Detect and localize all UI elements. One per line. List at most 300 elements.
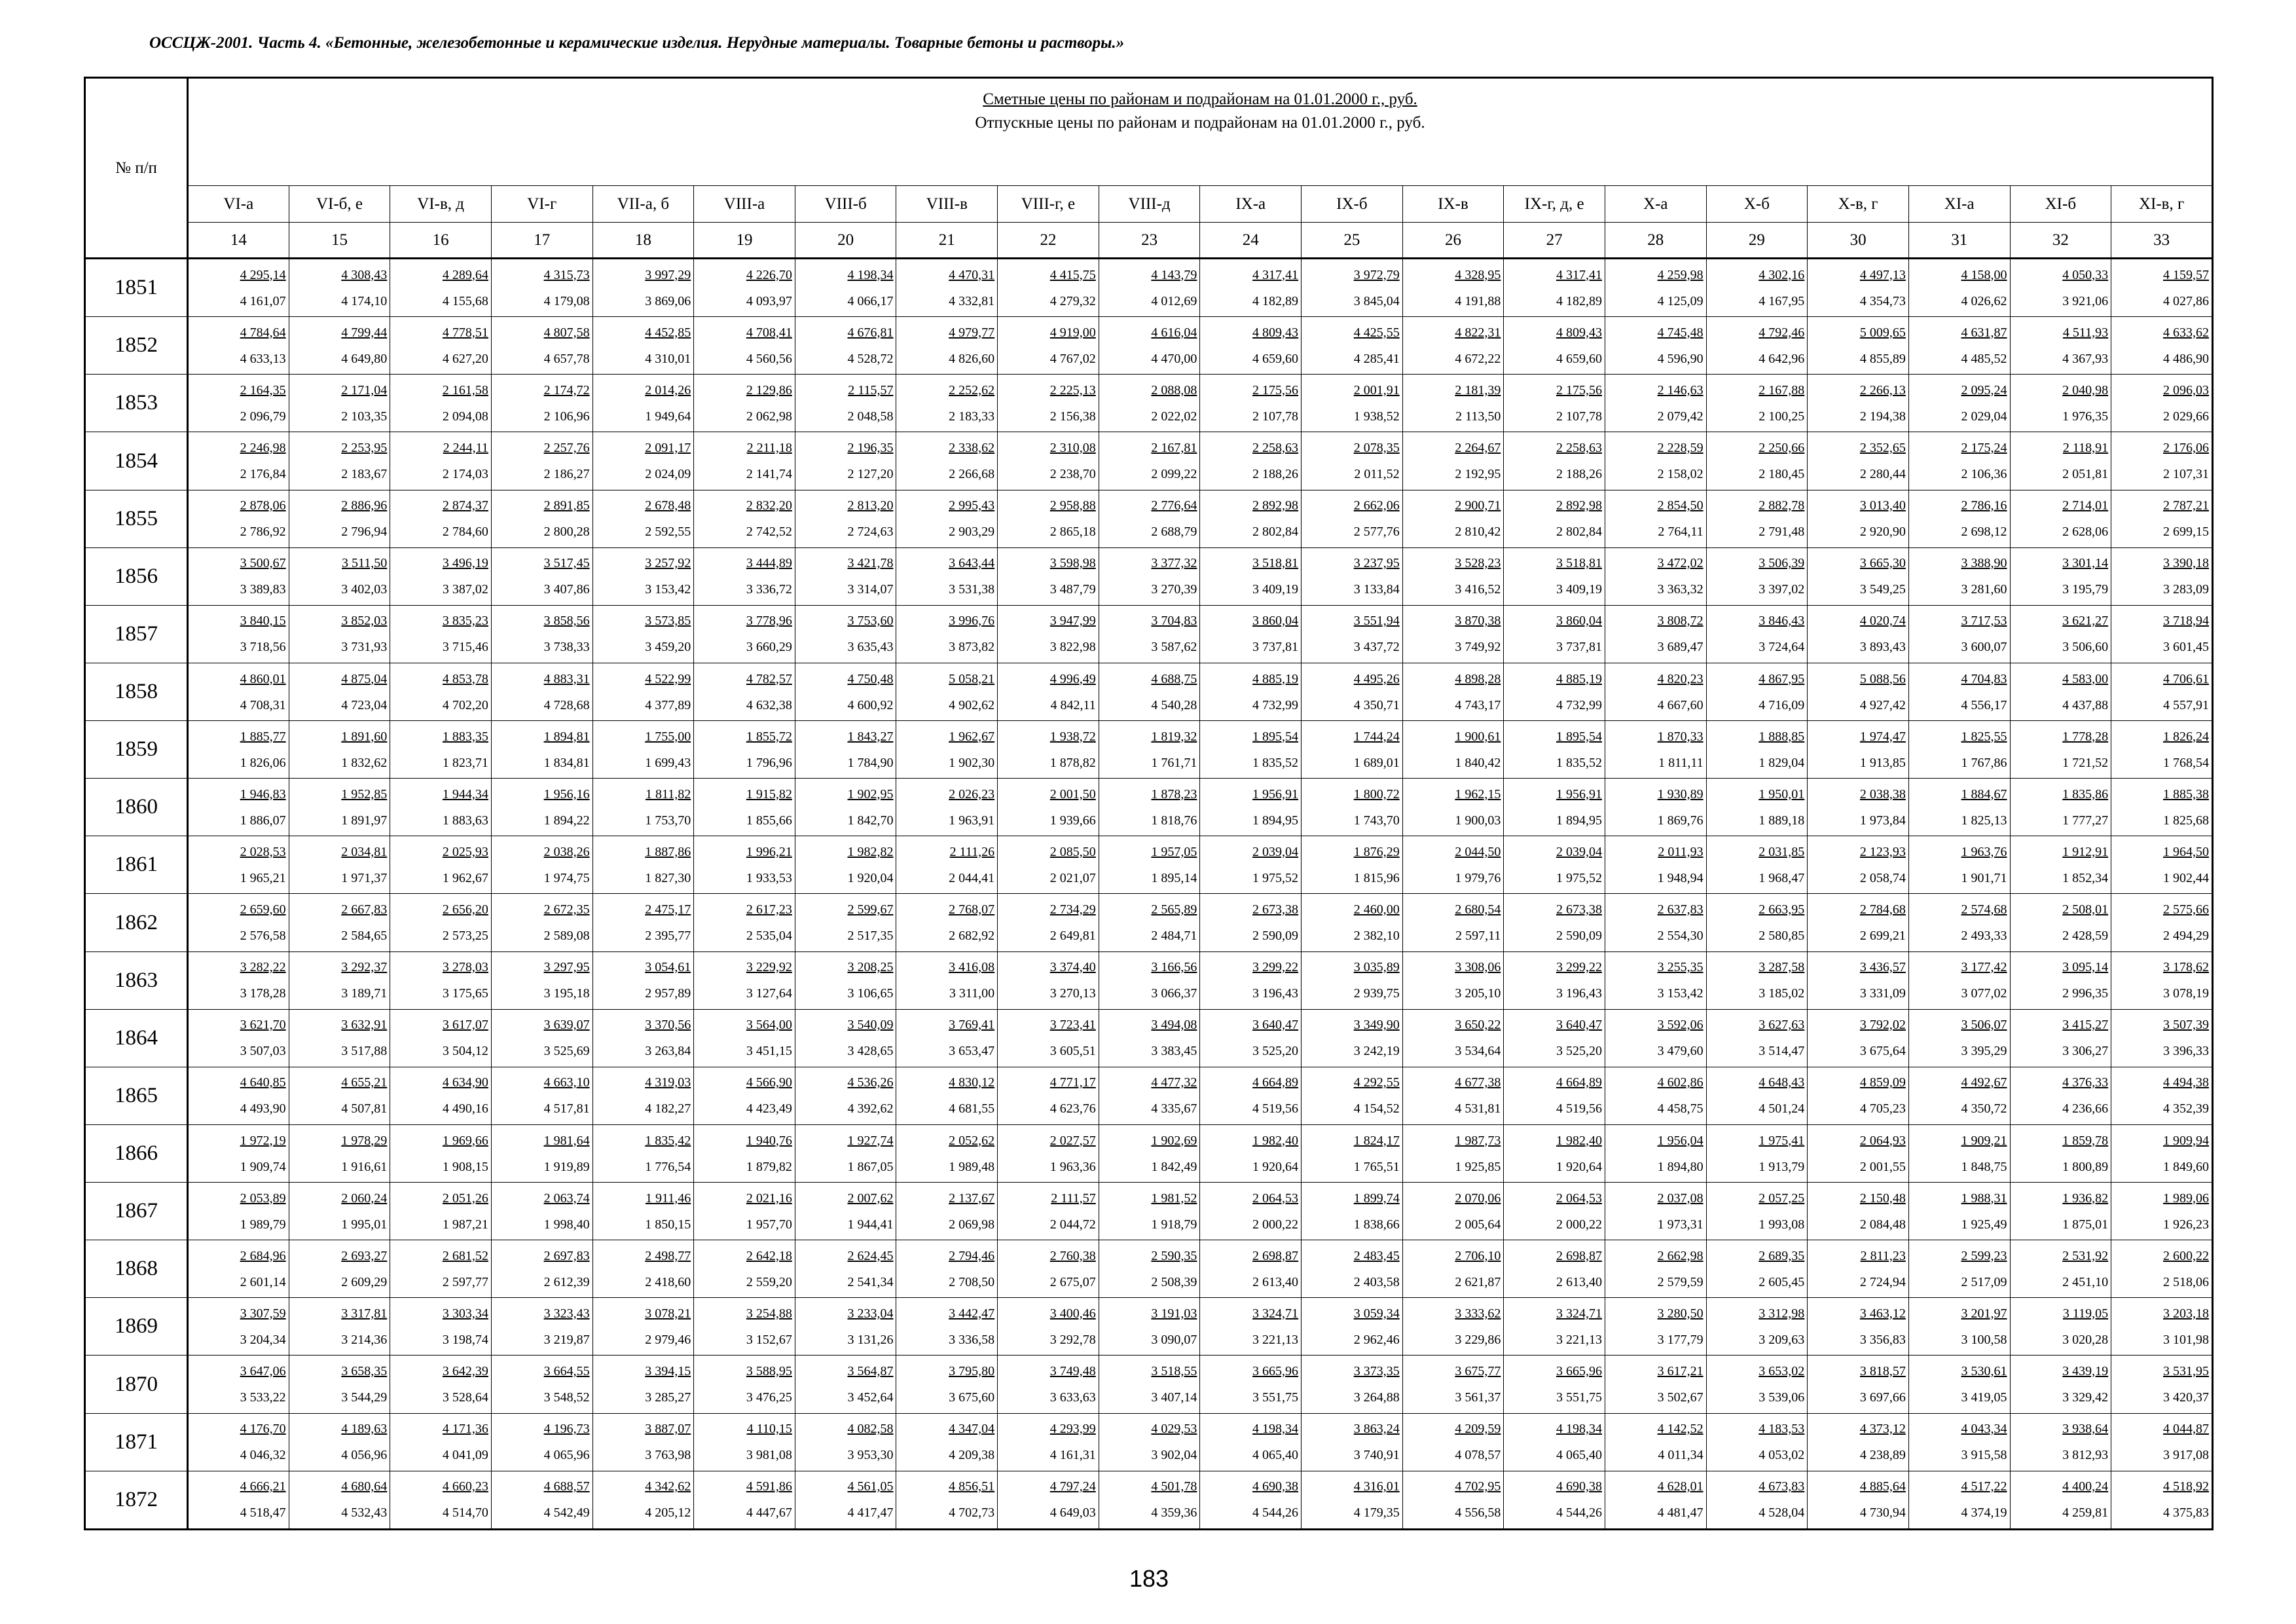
price-cell bbox=[2010, 317, 2111, 375]
estimate-price: 2 531,92 bbox=[2062, 1248, 2109, 1263]
price-cell bbox=[188, 605, 289, 663]
row-code: 1854 bbox=[85, 432, 188, 490]
release-price: 3 395,29 bbox=[1961, 1044, 2007, 1059]
estimate-price: 3 511,50 bbox=[342, 556, 388, 571]
estimate-price: 4 342,62 bbox=[645, 1479, 691, 1494]
zone-header: IX-б bbox=[1302, 186, 1403, 223]
price-cell bbox=[1302, 951, 1403, 1009]
estimate-price: 1 956,04 bbox=[1657, 1133, 1704, 1148]
estimate-price: 3 370,56 bbox=[645, 1018, 691, 1033]
release-price: 4 437,88 bbox=[2062, 697, 2109, 712]
release-price: 3 229,86 bbox=[1455, 1332, 1501, 1347]
price-cell bbox=[1504, 259, 1605, 317]
release-price: 2 784,60 bbox=[442, 525, 488, 540]
estimate-price: 3 860,04 bbox=[1252, 614, 1299, 629]
release-price: 3 487,79 bbox=[1049, 582, 1096, 597]
release-price: 1 900,03 bbox=[1455, 813, 1501, 828]
price-cell bbox=[1402, 375, 1504, 432]
release-price: 2 517,09 bbox=[1961, 1274, 2007, 1289]
release-price: 2 418,60 bbox=[645, 1274, 691, 1289]
price-cell bbox=[1706, 1009, 1808, 1067]
price-cell bbox=[1605, 1298, 1706, 1356]
price-cell bbox=[1302, 317, 1403, 375]
release-price: 3 387,02 bbox=[442, 582, 488, 597]
estimate-price: 4 655,21 bbox=[341, 1075, 388, 1090]
release-price: 3 476,25 bbox=[746, 1390, 792, 1405]
estimate-price: 4 082,58 bbox=[847, 1422, 894, 1437]
price-cell bbox=[795, 317, 896, 375]
release-price: 2 183,33 bbox=[949, 409, 995, 424]
estimate-price: 4 302,16 bbox=[1758, 267, 1805, 282]
release-price: 3 306,27 bbox=[2062, 1044, 2109, 1059]
page-number: 183 bbox=[1129, 1565, 1169, 1592]
table-row bbox=[85, 1183, 2213, 1240]
price-cell bbox=[1908, 779, 2010, 836]
price-cell bbox=[1908, 1240, 2010, 1298]
release-price: 2 048,58 bbox=[847, 409, 894, 424]
release-price: 4 528,72 bbox=[847, 351, 894, 366]
price-cell bbox=[2010, 547, 2111, 605]
estimate-price: 3 299,22 bbox=[1252, 960, 1299, 975]
release-price: 4 519,56 bbox=[1556, 1101, 1602, 1116]
estimate-price: 2 175,56 bbox=[1252, 382, 1299, 397]
release-price: 2 580,85 bbox=[1758, 929, 1805, 944]
estimate-price: 2 680,54 bbox=[1455, 902, 1501, 917]
price-cell bbox=[1504, 1009, 1605, 1067]
estimate-price: 1 878,23 bbox=[1151, 786, 1197, 802]
release-price: 2 939,75 bbox=[1353, 986, 1400, 1001]
price-cell bbox=[694, 1240, 795, 1298]
column-index: 27 bbox=[1504, 223, 1605, 259]
row-code: 1859 bbox=[85, 721, 188, 779]
price-cell bbox=[1200, 894, 1302, 951]
release-price: 2 058,74 bbox=[1859, 870, 1906, 885]
estimate-price: 3 303,34 bbox=[442, 1306, 488, 1321]
price-cell bbox=[592, 605, 694, 663]
estimate-price: 2 734,29 bbox=[1049, 902, 1096, 917]
price-cell bbox=[1808, 721, 1909, 779]
estimate-price: 2 637,83 bbox=[1657, 902, 1704, 917]
price-cell bbox=[1200, 663, 1302, 720]
zone-header: VIII-в bbox=[896, 186, 998, 223]
column-index: 20 bbox=[795, 223, 896, 259]
zone-header: XI-в, г bbox=[2111, 186, 2213, 223]
price-cell bbox=[1302, 1240, 1403, 1298]
release-price: 1 975,52 bbox=[1556, 870, 1602, 885]
estimate-price: 4 583,00 bbox=[2062, 671, 2109, 686]
estimate-price: 2 164,35 bbox=[240, 382, 286, 397]
row-code: 1851 bbox=[85, 259, 188, 317]
release-price: 4 528,04 bbox=[1758, 1505, 1805, 1521]
estimate-price: 3 518,81 bbox=[1252, 556, 1299, 571]
zone-header: IX-в bbox=[1402, 186, 1504, 223]
price-cell bbox=[1504, 1413, 1605, 1471]
release-price: 3 285,27 bbox=[645, 1390, 691, 1405]
estimate-price: 3 506,07 bbox=[1961, 1018, 2007, 1033]
estimate-price: 4 792,46 bbox=[1758, 325, 1805, 340]
price-cell bbox=[1808, 375, 1909, 432]
release-price: 4 335,67 bbox=[1151, 1101, 1197, 1116]
estimate-price-caption: Сметные цены по районам и подрайонам на 01.01.2000 г., руб. bbox=[983, 90, 1417, 108]
estimate-price: 1 885,38 bbox=[2163, 786, 2209, 802]
estimate-price: 2 096,03 bbox=[2163, 382, 2209, 397]
price-cell bbox=[1706, 375, 1808, 432]
price-cell bbox=[1706, 605, 1808, 663]
estimate-price: 4 189,63 bbox=[341, 1422, 388, 1437]
price-cell bbox=[1302, 547, 1403, 605]
price-cell bbox=[390, 1413, 492, 1471]
release-price: 2 802,84 bbox=[1252, 525, 1299, 540]
estimate-price: 1 891,60 bbox=[341, 729, 388, 744]
price-cell bbox=[896, 1067, 998, 1124]
column-index-row bbox=[85, 223, 2213, 259]
release-price: 2 786,92 bbox=[240, 525, 286, 540]
release-price: 1 995,01 bbox=[341, 1217, 388, 1232]
estimate-price: 3 627,63 bbox=[1758, 1018, 1805, 1033]
price-cell bbox=[1099, 1009, 1200, 1067]
row-number-header: № п/п bbox=[85, 78, 188, 259]
release-price: 1 918,79 bbox=[1151, 1217, 1197, 1232]
release-price: 3 675,64 bbox=[1859, 1044, 1906, 1059]
price-cell bbox=[896, 721, 998, 779]
release-price: 3 196,43 bbox=[1556, 986, 1602, 1001]
price-cell bbox=[1908, 721, 2010, 779]
release-price: 4 354,73 bbox=[1859, 293, 1906, 308]
release-price: 2 920,90 bbox=[1859, 525, 1906, 540]
estimate-price: 4 704,83 bbox=[1961, 671, 2007, 686]
release-price: 1 796,96 bbox=[746, 755, 792, 770]
estimate-price: 2 150,48 bbox=[1859, 1190, 1906, 1206]
release-price: 1 963,36 bbox=[1049, 1159, 1096, 1174]
release-price: 3 533,22 bbox=[240, 1390, 286, 1405]
release-price: 3 822,98 bbox=[1049, 640, 1096, 655]
price-cell bbox=[998, 779, 1099, 836]
estimate-price: 3 307,59 bbox=[240, 1306, 286, 1321]
release-price: 1 840,42 bbox=[1455, 755, 1501, 770]
estimate-price: 1 819,32 bbox=[1151, 729, 1197, 744]
release-price: 4 743,17 bbox=[1455, 697, 1501, 712]
release-price: 1 826,06 bbox=[240, 755, 286, 770]
estimate-price: 2 714,01 bbox=[2062, 498, 2109, 513]
estimate-price: 3 333,62 bbox=[1455, 1306, 1501, 1321]
release-price: 2 621,87 bbox=[1455, 1274, 1501, 1289]
price-cell bbox=[1402, 1471, 1504, 1529]
price-cell bbox=[1402, 259, 1504, 317]
price-cell bbox=[1200, 1067, 1302, 1124]
column-index: 22 bbox=[998, 223, 1099, 259]
price-cell bbox=[592, 721, 694, 779]
price-cell bbox=[694, 317, 795, 375]
estimate-price: 4 289,64 bbox=[442, 267, 488, 282]
price-cell bbox=[1908, 605, 2010, 663]
table-row bbox=[85, 375, 2213, 432]
price-cell bbox=[1099, 1067, 1200, 1124]
row-code: 1871 bbox=[85, 1413, 188, 1471]
price-cell bbox=[1099, 432, 1200, 490]
release-price: 3 205,10 bbox=[1455, 986, 1501, 1001]
estimate-price: 3 717,53 bbox=[1961, 614, 2007, 629]
release-price: 1 948,94 bbox=[1657, 870, 1704, 885]
release-price: 1 784,90 bbox=[847, 755, 894, 770]
price-cell bbox=[1605, 1124, 1706, 1182]
release-price: 3 635,43 bbox=[847, 640, 894, 655]
estimate-price: 2 211,18 bbox=[746, 441, 792, 456]
estimate-price: 2 137,67 bbox=[949, 1190, 995, 1206]
release-price: 4 056,96 bbox=[341, 1448, 388, 1463]
price-cell bbox=[1200, 432, 1302, 490]
estimate-price: 2 040,98 bbox=[2062, 382, 2109, 397]
estimate-price: 3 517,45 bbox=[543, 556, 590, 571]
price-cell bbox=[2111, 1413, 2213, 1471]
release-price: 3 660,29 bbox=[746, 640, 792, 655]
price-cell bbox=[1908, 1124, 2010, 1182]
estimate-price: 4 020,74 bbox=[1859, 614, 1906, 629]
estimate-price: 1 972,19 bbox=[240, 1133, 286, 1148]
estimate-price: 3 208,25 bbox=[847, 960, 894, 975]
price-cell bbox=[998, 1009, 1099, 1067]
estimate-price: 2 257,76 bbox=[543, 441, 590, 456]
release-price: 3 336,72 bbox=[746, 582, 792, 597]
estimate-price: 4 979,77 bbox=[949, 325, 995, 340]
release-price: 2 382,10 bbox=[1353, 929, 1400, 944]
price-cell bbox=[1706, 836, 1808, 894]
release-price: 1 835,52 bbox=[1556, 755, 1602, 770]
estimate-price: 2 624,45 bbox=[847, 1248, 894, 1263]
price-cell bbox=[1402, 605, 1504, 663]
estimate-price: 1 927,74 bbox=[847, 1133, 894, 1148]
price-cell bbox=[1605, 432, 1706, 490]
release-price: 2 084,48 bbox=[1859, 1217, 1906, 1232]
price-cell bbox=[998, 894, 1099, 951]
release-price: 4 161,31 bbox=[1049, 1448, 1096, 1463]
row-code: 1852 bbox=[85, 317, 188, 375]
release-price: 1 848,75 bbox=[1961, 1159, 2007, 1174]
price-cell bbox=[694, 951, 795, 1009]
estimate-price: 2 025,93 bbox=[442, 844, 488, 859]
estimate-price: 4 198,34 bbox=[1252, 1422, 1299, 1437]
price-cell bbox=[188, 894, 289, 951]
price-cell bbox=[795, 894, 896, 951]
estimate-price: 4 782,57 bbox=[746, 671, 792, 686]
estimate-price: 4 688,57 bbox=[543, 1479, 590, 1494]
estimate-price: 4 142,52 bbox=[1657, 1422, 1704, 1437]
estimate-price: 4 328,95 bbox=[1455, 267, 1501, 282]
estimate-price: 3 996,76 bbox=[949, 614, 995, 629]
estimate-price: 2 053,89 bbox=[240, 1190, 286, 1206]
release-price: 1 976,35 bbox=[2062, 409, 2109, 424]
price-cell bbox=[592, 490, 694, 547]
price-cell bbox=[1302, 1009, 1403, 1067]
release-price: 4 310,01 bbox=[645, 351, 691, 366]
estimate-price: 3 442,47 bbox=[949, 1306, 995, 1321]
release-price: 2 541,34 bbox=[847, 1274, 894, 1289]
price-cell bbox=[1908, 490, 2010, 547]
estimate-price: 2 181,39 bbox=[1455, 382, 1501, 397]
estimate-price: 3 436,57 bbox=[1859, 960, 1906, 975]
price-cell bbox=[1808, 547, 1909, 605]
release-price: 3 189,71 bbox=[341, 986, 388, 1001]
release-price: 4 174,10 bbox=[341, 293, 388, 308]
price-cell bbox=[1504, 836, 1605, 894]
price-cell bbox=[289, 663, 390, 720]
estimate-price: 3 506,39 bbox=[1758, 556, 1805, 571]
release-price: 2 029,66 bbox=[2163, 409, 2209, 424]
estimate-price: 2 786,16 bbox=[1961, 498, 2007, 513]
price-cell bbox=[998, 1298, 1099, 1356]
price-cell bbox=[1200, 490, 1302, 547]
price-cell bbox=[592, 432, 694, 490]
price-cell bbox=[1302, 259, 1403, 317]
estimate-price: 4 029,53 bbox=[1151, 1422, 1197, 1437]
price-cell bbox=[390, 721, 492, 779]
release-price: 4 855,89 bbox=[1859, 351, 1906, 366]
column-index: 33 bbox=[2111, 223, 2213, 259]
price-cell bbox=[694, 1124, 795, 1182]
price-cell bbox=[2010, 1124, 2111, 1182]
price-cell bbox=[491, 1124, 592, 1182]
price-cell bbox=[2111, 894, 2213, 951]
release-price: 2 605,45 bbox=[1758, 1274, 1805, 1289]
release-price: 2 127,20 bbox=[847, 467, 894, 482]
price-cell bbox=[1402, 779, 1504, 836]
price-cell bbox=[2111, 836, 2213, 894]
estimate-price: 4 044,87 bbox=[2163, 1422, 2209, 1437]
estimate-price: 2 063,74 bbox=[543, 1190, 590, 1206]
estimate-price: 2 095,24 bbox=[1961, 382, 2007, 397]
estimate-price: 2 171,04 bbox=[341, 382, 388, 397]
release-price: 3 724,64 bbox=[1758, 640, 1805, 655]
estimate-price: 4 688,75 bbox=[1151, 671, 1197, 686]
price-cell bbox=[1504, 605, 1605, 663]
estimate-price: 2 878,06 bbox=[240, 498, 286, 513]
release-price: 3 311,00 bbox=[949, 986, 995, 1001]
estimate-price: 4 702,95 bbox=[1455, 1479, 1501, 1494]
price-cell bbox=[2010, 1298, 2111, 1356]
release-price: 2 069,98 bbox=[949, 1217, 995, 1232]
price-cell bbox=[1908, 951, 2010, 1009]
price-cell bbox=[188, 663, 289, 720]
estimate-price: 2 078,35 bbox=[1353, 441, 1400, 456]
estimate-price: 2 958,88 bbox=[1049, 498, 1096, 513]
estimate-price: 1 876,29 bbox=[1353, 844, 1400, 859]
estimate-price: 4 745,48 bbox=[1657, 325, 1704, 340]
estimate-price: 2 697,83 bbox=[543, 1248, 590, 1263]
row-code: 1857 bbox=[85, 605, 188, 663]
estimate-price: 4 293,99 bbox=[1049, 1422, 1096, 1437]
release-price: 1 883,63 bbox=[442, 813, 488, 828]
release-price: 3 078,19 bbox=[2163, 986, 2209, 1001]
estimate-price: 4 859,09 bbox=[1859, 1075, 1906, 1090]
estimate-price: 1 938,72 bbox=[1049, 729, 1096, 744]
price-cell bbox=[1504, 1356, 1605, 1413]
price-cell bbox=[188, 259, 289, 317]
price-cell bbox=[1200, 259, 1302, 317]
estimate-price: 2 673,38 bbox=[1252, 902, 1299, 917]
estimate-price: 2 266,13 bbox=[1859, 382, 1906, 397]
estimate-price: 4 778,51 bbox=[442, 325, 488, 340]
price-cell bbox=[1605, 375, 1706, 432]
price-cell bbox=[1605, 605, 1706, 663]
release-price: 4 732,99 bbox=[1252, 697, 1299, 712]
price-cell bbox=[2010, 605, 2111, 663]
zone-header: XI-б bbox=[2010, 186, 2111, 223]
price-cell bbox=[2010, 1067, 2111, 1124]
estimate-price: 1 888,85 bbox=[1758, 729, 1805, 744]
estimate-price: 4 822,31 bbox=[1455, 325, 1501, 340]
release-price: 4 596,90 bbox=[1657, 351, 1704, 366]
estimate-price: 4 628,01 bbox=[1657, 1479, 1704, 1494]
column-index: 21 bbox=[896, 223, 998, 259]
price-cell bbox=[1808, 259, 1909, 317]
release-price: 2 403,58 bbox=[1353, 1274, 1400, 1289]
release-price: 2 062,98 bbox=[746, 409, 792, 424]
release-price: 1 963,91 bbox=[949, 813, 995, 828]
release-price: 4 167,95 bbox=[1758, 293, 1805, 308]
price-cell bbox=[1200, 721, 1302, 779]
price-cell bbox=[1706, 432, 1808, 490]
price-cell bbox=[1402, 432, 1504, 490]
price-cell bbox=[1402, 1240, 1504, 1298]
release-price: 2 000,22 bbox=[1556, 1217, 1602, 1232]
release-price: 3 407,14 bbox=[1151, 1390, 1197, 1405]
estimate-price: 4 259,98 bbox=[1657, 267, 1704, 282]
price-cell bbox=[1605, 1413, 1706, 1471]
estimate-price: 4 566,90 bbox=[746, 1075, 792, 1090]
release-price: 1 855,66 bbox=[746, 813, 792, 828]
release-price: 4 279,32 bbox=[1049, 293, 1096, 308]
release-price: 4 667,60 bbox=[1657, 697, 1704, 712]
zone-header: VIII-а bbox=[694, 186, 795, 223]
estimate-price: 1 824,17 bbox=[1353, 1133, 1400, 1148]
release-price: 1 919,89 bbox=[543, 1159, 590, 1174]
estimate-price: 1 988,31 bbox=[1961, 1190, 2007, 1206]
price-cell bbox=[694, 1009, 795, 1067]
price-cell bbox=[896, 605, 998, 663]
price-cell bbox=[1504, 547, 1605, 605]
release-price: 4 557,91 bbox=[2163, 697, 2209, 712]
release-price: 2 005,64 bbox=[1455, 1217, 1501, 1232]
estimate-price: 2 064,93 bbox=[1859, 1133, 1906, 1148]
estimate-price: 2 672,35 bbox=[543, 902, 590, 917]
estimate-price: 2 787,21 bbox=[2163, 498, 2209, 513]
price-cell bbox=[1099, 779, 1200, 836]
estimate-price: 1 956,91 bbox=[1556, 786, 1602, 802]
release-price: 4 657,78 bbox=[543, 351, 590, 366]
price-cell bbox=[390, 490, 492, 547]
estimate-price: 4 373,12 bbox=[1859, 1422, 1906, 1437]
release-price: 3 437,72 bbox=[1353, 640, 1400, 655]
estimate-price: 2 052,62 bbox=[949, 1133, 995, 1148]
release-price: 2 266,68 bbox=[949, 467, 995, 482]
estimate-price: 4 830,12 bbox=[949, 1075, 995, 1090]
price-cell bbox=[896, 894, 998, 951]
estimate-price: 1 885,77 bbox=[240, 729, 286, 744]
price-cell bbox=[1402, 547, 1504, 605]
release-price: 2 508,39 bbox=[1151, 1274, 1197, 1289]
price-cell bbox=[1099, 317, 1200, 375]
column-index: 15 bbox=[289, 223, 390, 259]
estimate-price: 1 909,94 bbox=[2163, 1133, 2209, 1148]
release-price: 3 531,38 bbox=[949, 582, 995, 597]
price-cell bbox=[2010, 1240, 2111, 1298]
estimate-price: 3 653,02 bbox=[1758, 1364, 1805, 1379]
estimate-price: 3 753,60 bbox=[847, 614, 894, 629]
release-price: 2 094,08 bbox=[442, 409, 488, 424]
estimate-price: 2 460,00 bbox=[1353, 902, 1400, 917]
table-row bbox=[85, 951, 2213, 1009]
price-cell bbox=[998, 1413, 1099, 1471]
estimate-price: 4 807,58 bbox=[543, 325, 590, 340]
